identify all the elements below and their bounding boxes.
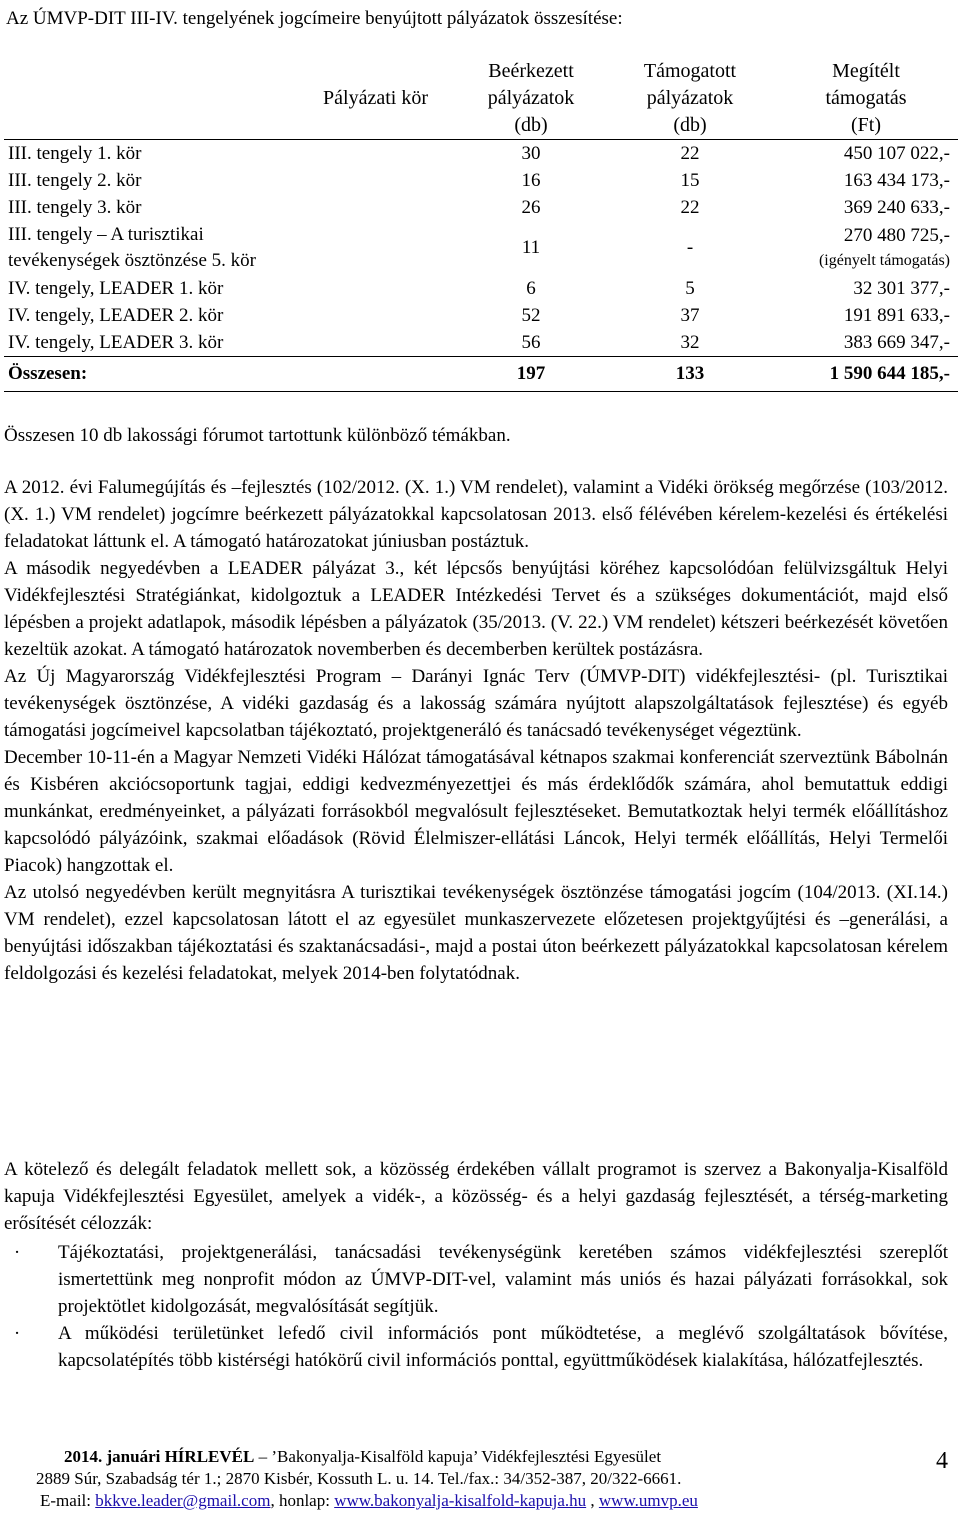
cell-awarded: 270 480 725,- (igényelt támogatás): [774, 221, 958, 275]
cell-round: III. tengely 1. kör: [8, 142, 142, 164]
cell-supported: 15: [680, 169, 700, 191]
requested-support-note: (igényelt támogatás): [818, 252, 950, 269]
cell-round: III. tengely – A turisztikai tevékenységek ösztönzése 5. kör: [8, 224, 256, 271]
cell-received: 26: [521, 196, 541, 218]
body-text: [4, 474, 948, 987]
header-round: Pályázati kör: [323, 87, 428, 109]
table-row: [4, 221, 958, 275]
footer-contact-line: E-mail: bkkve.leader@gmail.com, honlap: www.bakonyalja-kisalfold-kapuja.hu , www.umvp.eu: [40, 1491, 698, 1510]
forum-paragraph: Összesen 10 db lakossági fórumot tartottunk különböző témákban.: [4, 425, 511, 446]
cell-supported: 5: [685, 277, 695, 299]
total-received: 197: [516, 363, 546, 384]
bullet-icon: ·: [13, 1323, 21, 1344]
programs-list: [4, 1239, 948, 1374]
cell-supported: 37: [680, 304, 700, 326]
cell-round: III. tengely 2. kör: [8, 169, 142, 191]
table-row: [4, 140, 958, 168]
table-header-row: [4, 58, 958, 140]
header-supported: Támogatott pályázatok (db): [643, 60, 737, 136]
cell-received: 16: [521, 169, 541, 191]
paragraph: A 2012. évi Falumegújítás és –fejlesztés (102/2012. (X. 1.) VM rendelet), valamint a Vidéki örökség megőrzése (103/2012. (X. 1.) VM rendelet) jogcímre beérkezett pályázatokkal kapcsolatosan 2013. első félévében kérelem-kezelési és értékelési feladatokat láttunk el. A támogató határozatokat júniusban postáztuk.: [4, 477, 948, 552]
table-row: [4, 167, 958, 194]
cell-received: 11: [521, 237, 541, 258]
email-link[interactable]: bkkve.leader@gmail.com: [95, 1491, 271, 1510]
umvp-website-link[interactable]: www.umvp.eu: [598, 1491, 698, 1510]
paragraph: December 10-11-én a Magyar Nemzeti Vidéki Hálózat támogatásával kétnapos szakmai konferenciát szerveztünk Bábolnán és Kisbéren akciócsoportunk tagjai, eddigi kedvezményezettjei és más érdeklődők számára, ahol bemutattuk eddigi munkánkat, eredményeinket, a pályázati forrásokból megvalósult fejlesztéseket. Bemutatkoztak helyi termék előállításhoz kapcsolódó pályázóink, szakmai előadások (Rövid Élelmiszer-ellátási Láncok, Helyi termék előállítás, Helyi Termelői Piacok) hangzottak el.: [4, 747, 948, 876]
newsletter-title: 2014. januári HÍRLEVÉL: [64, 1447, 255, 1466]
header-awarded: Megítélt támogatás (Ft): [825, 60, 907, 136]
applications-summary-table: [4, 58, 958, 392]
header-received: Beérkezett pályázatok (db): [487, 60, 575, 136]
cell-awarded: 32 301 377,-: [853, 277, 950, 299]
table-row: [4, 302, 958, 329]
paragraph: Az Új Magyarország Vidékfejlesztési Program – Darányi Ignác Terv (ÚMVP-DIT) vidékfejlesztési- (pl. Turisztikai tevékenységek ösztönzése, A vidéki gazdaság és a lakosság számára nyújtott alapszolgáltatások fejlesztése) és egyéb támogatási jogcímeivel kapcsolatban tájékoztató, projektgeneráló és tanácsadó tevékenységet végeztünk.: [4, 666, 948, 741]
footer-address: 2889 Súr, Szabadság tér 1.; 2870 Kisbér, Kossuth L. u. 14. Tel./fax.: 34/352-387, 20/322-6661.: [36, 1469, 682, 1488]
cell-supported: 32: [680, 331, 700, 353]
cell-supported: -: [686, 237, 694, 258]
website-link[interactable]: www.bakonyalja-kisalfold-kapuja.hu: [334, 1491, 587, 1510]
cell-received: 30: [521, 142, 541, 164]
cell-awarded: 369 240 633,-: [843, 196, 950, 218]
table-row: [4, 194, 958, 221]
organization-name: – ’Bakonyalja-Kisalföld kapuja’ Vidékfejlesztési Egyesület: [254, 1447, 662, 1466]
cell-supported: 22: [680, 196, 700, 218]
paragraph: Az utolsó negyedévben került megnyitásra A turisztikai tevékenységek ösztönzése támogatási jogcím (104/2013. (XI.14.) VM rendelet), ezzel kapcsolatosan látott el az egyesület munkaszervezete előzetesen projektgyűjtési és –generálási, a benyújtási időszakban tájékoztatási és szaktanácsadási-, majd a postai úton beérkezett pályázatokkal kapcsolatosan kérelem feldolgozási és kezelési feladatokat, melyek 2014-ben folytatódnak.: [4, 882, 948, 984]
total-supported: 133: [675, 363, 705, 384]
table-row: [4, 329, 958, 357]
total-awarded: 1 590 644 185,-: [829, 363, 950, 384]
cell-awarded: 383 669 347,-: [843, 331, 950, 353]
cell-awarded: 191 891 633,-: [843, 304, 950, 326]
list-item-text: Tájékoztatási, projektgenerálási, tanácsadási tevékenységünk keretében számos vidékfejlesztési szereplőt ismertettünk meg nonprofit módon az ÚMVP-DIT-vel, valamint más uniós és hazai pályázati forrásokkal, sok projektötlet kidolgozását, megvalósítását segítjük.: [58, 1242, 948, 1317]
cell-supported: 22: [680, 142, 700, 164]
cell-round: IV. tengely, LEADER 2. kör: [8, 304, 224, 326]
cell-received: 6: [526, 277, 536, 299]
page-number: 4: [936, 1448, 948, 1474]
table-total-row: [4, 357, 958, 392]
programs-intro: A kötelező és delegált feladatok mellett sok, a közösség érdekében vállalt programot is szervez a Bakonyalja-Kisalföld kapuja Vidékfejlesztési Egyesület, amelyek a vidék-, a közösség- és a helyi gazdaság fejlesztését, a térség-marketing erősítését célozzák:: [4, 1159, 948, 1234]
footer-newsletter-line: [64, 1446, 661, 1468]
cell-awarded: 163 434 173,-: [843, 169, 950, 191]
list-item-text: A működési területünket lefedő civil információs pont működtetése, a meglévő szolgáltatások bővítése, kapcsolatépítés több kistérségi hatókörű civil információs ponttal, együttműködések kialakítása, hálózatfejlesztés.: [58, 1323, 948, 1371]
bullet-icon: ·: [13, 1242, 21, 1263]
cell-received: 52: [521, 304, 541, 326]
cell-round: III. tengely 3. kör: [8, 196, 142, 218]
list-item: [4, 1239, 948, 1320]
cell-received: 56: [521, 331, 541, 353]
list-item: [4, 1320, 948, 1374]
table-row: [4, 275, 958, 302]
paragraph: A második negyedévben a LEADER pályázat 3., két lépcsős benyújtási köréhez kapcsolódóan felülvizsgáltuk Helyi Vidékfejlesztési Stratégiánkat, kidolgoztuk a LEADER Intézkedési Tervet és a szükséges dokumentációt, majd első lépésben a projekt adatlapok, második lépésben a pályázatok (35/2013. (V. 22.) VM rendelet) kétszeri beérkezését követően kezeltük azokat. A támogató határozatok novemberben és decemberben kerültek postázásra.: [4, 558, 948, 660]
table-heading: Az ÚMVP-DIT III-IV. tengelyének jogcímeire benyújtott pályázatok összesítése:: [6, 8, 623, 29]
cell-round: IV. tengely, LEADER 3. kör: [8, 331, 224, 353]
total-label: Összesen:: [8, 363, 88, 384]
cell-awarded: 450 107 022,-: [843, 142, 950, 164]
cell-round: IV. tengely, LEADER 1. kör: [8, 277, 224, 299]
